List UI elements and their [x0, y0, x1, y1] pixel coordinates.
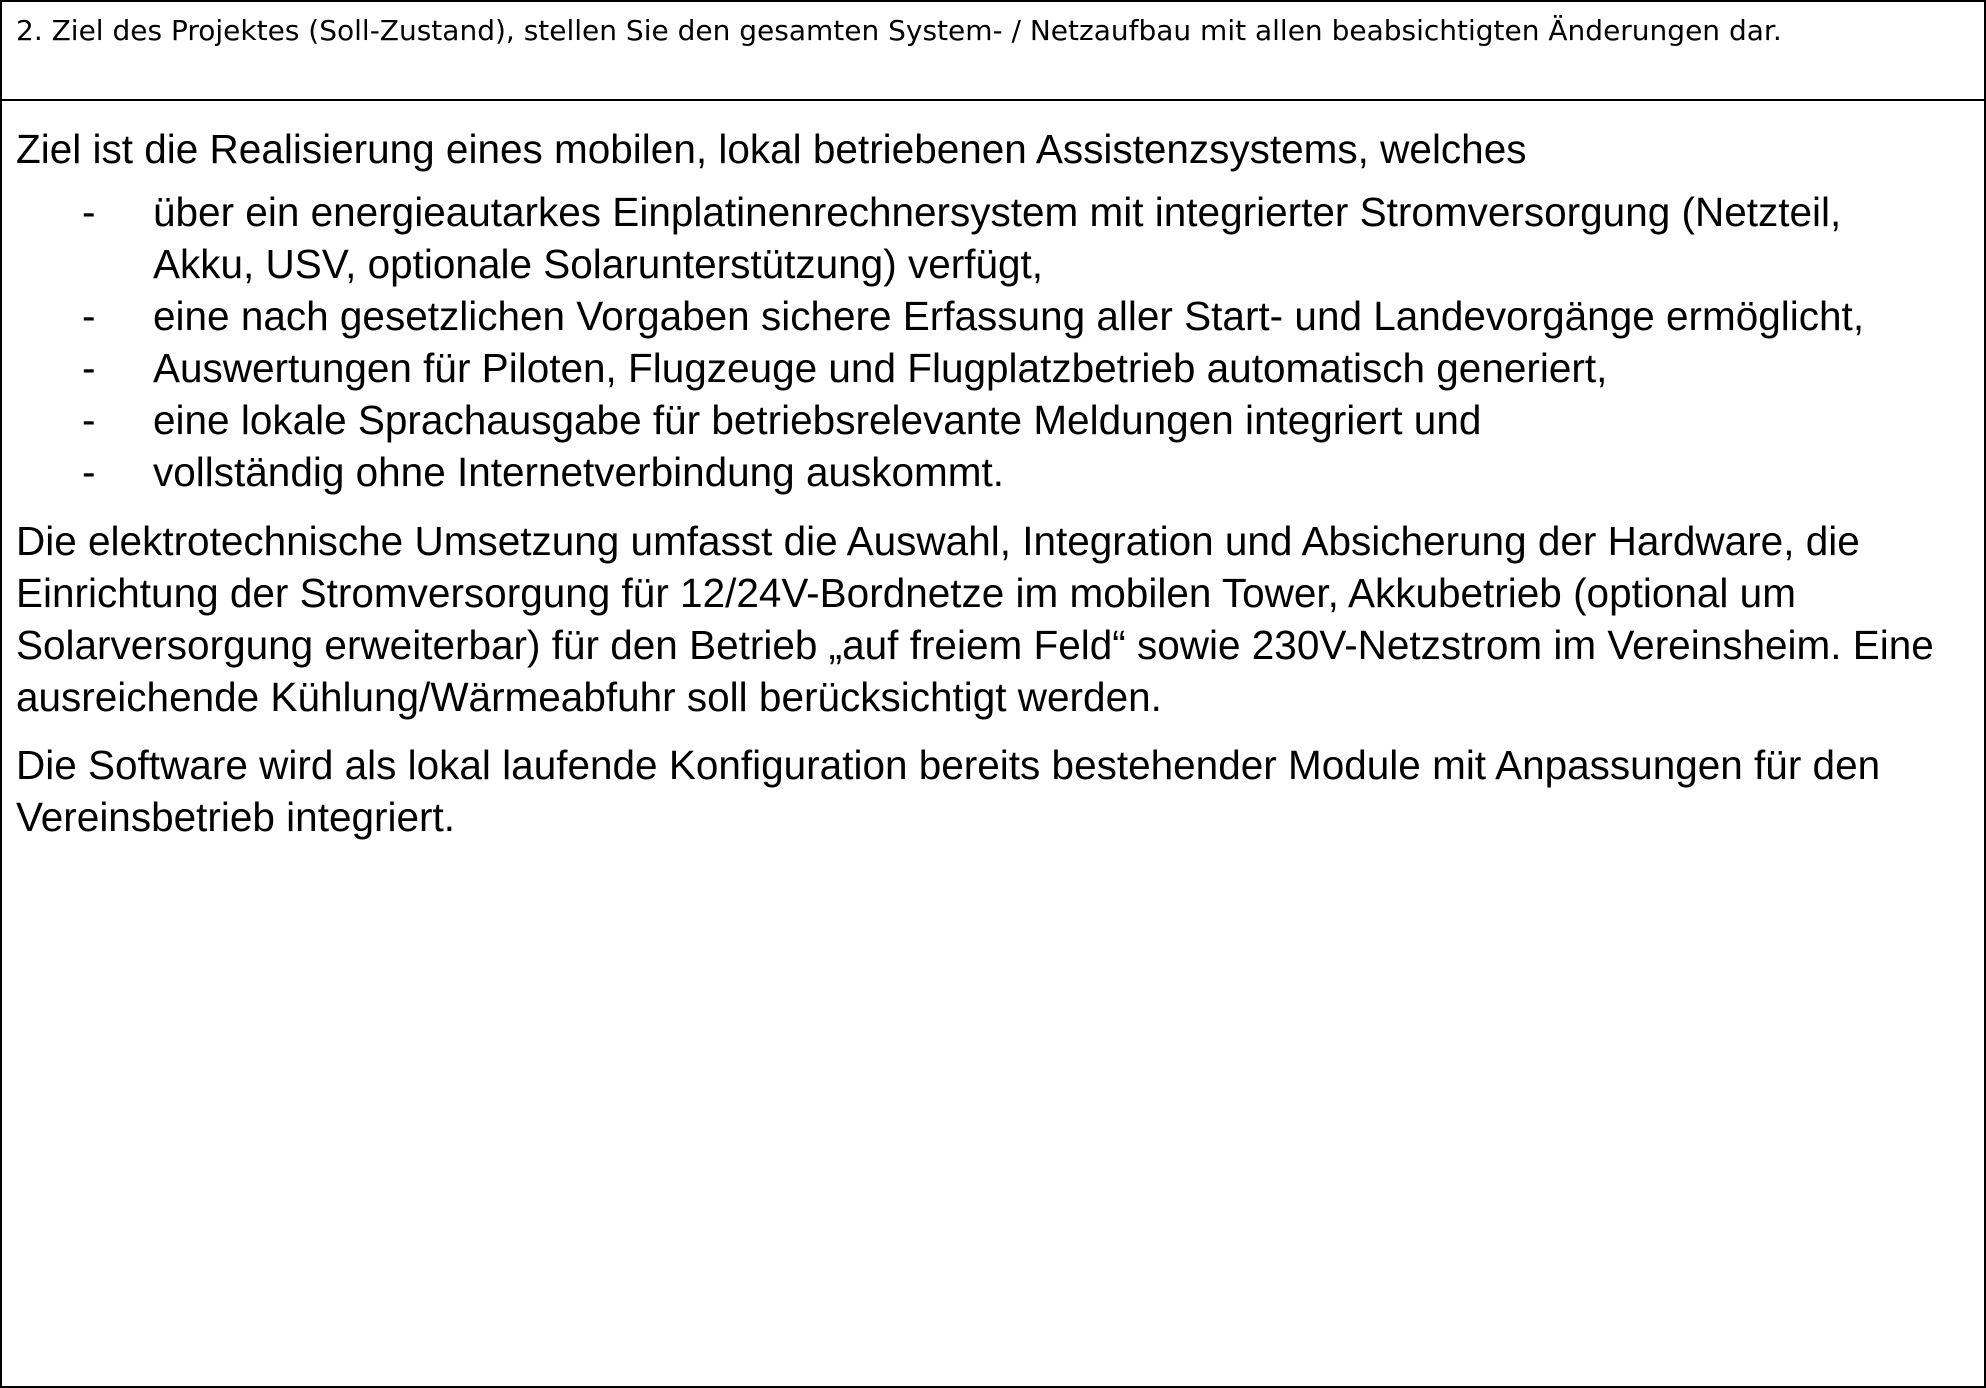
- list-item: [16, 394, 1970, 446]
- section-heading: 2. Ziel des Projektes (Soll-Zustand), stellen Sie den gesamten System- / Netzaufbau mit allen beabsichtigten Änderungen dar.: [2, 2, 1984, 101]
- intro-paragraph: Ziel ist die Realisierung eines mobilen, lokal betriebenen Assistenzsystems, welches: [16, 126, 1527, 172]
- hardware-paragraph: Die elektrotechnische Umsetzung umfasst die Auswahl, Integration und Absicherung der Hardware, die Einrichtung der Stromversorgung für 12/24V-Bordnetze im mobilen Tower, Akkubetrieb (optional um Solarversorgung erweiterbar) für den Betrieb „auf freiem Feld“ sowie 230V-Netzstrom im Vereinsheim. Eine ausreichende Kühlung/Wärmeabfuhr soll berücksichtigt werden.: [16, 518, 1934, 720]
- bullet-dash: -: [82, 293, 96, 339]
- list-item-text: Auswertungen für Piloten, Flugzeuge und Flugplatzbetrieb automatisch generiert,: [153, 345, 1608, 391]
- list-item-text: eine nach gesetzlichen Vorgaben sichere Erfassung aller Start- und Landevorgänge ermöglicht,: [153, 293, 1865, 339]
- list-item-text: vollständig ohne Internetverbindung auskommt.: [153, 449, 1005, 495]
- requirements-list: [16, 186, 1970, 498]
- bullet-dash: -: [82, 397, 96, 443]
- list-item: [16, 342, 1970, 394]
- bullet-dash: -: [82, 189, 96, 235]
- list-item: [16, 290, 1970, 342]
- list-item: [16, 446, 1970, 498]
- bullet-dash: -: [82, 345, 96, 391]
- list-item: [16, 186, 1970, 290]
- list-item-text: eine lokale Sprachausgabe für betriebsrelevante Meldungen integriert und: [153, 397, 1482, 443]
- answer-field: [2, 101, 1984, 843]
- bullet-dash: -: [82, 449, 96, 495]
- list-item-text: über ein energieautarkes Einplatinenrechnersystem mit integrierter Stromversorgung (Netzteil, Akku, USV, optionale Solarunterstützung) verfügt,: [153, 189, 1842, 287]
- software-paragraph: Die Software wird als lokal laufende Konfiguration bereits bestehender Module mit Anpassungen für den Vereinsbetrieb integriert.: [16, 742, 1881, 840]
